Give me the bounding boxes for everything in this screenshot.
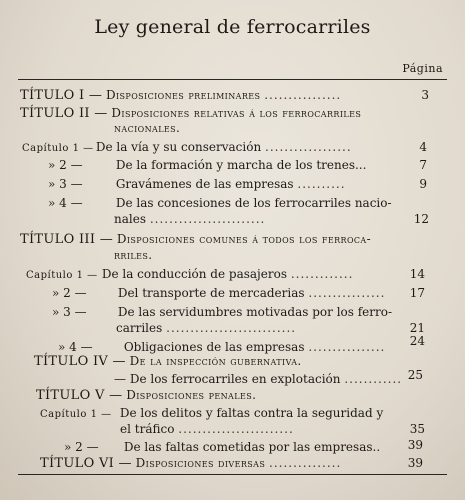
entry-prefix: » 2 — xyxy=(64,440,99,454)
entry-prefix: » 2 — xyxy=(52,286,87,300)
entry-text: De las faltas cometidas por las empresas.. xyxy=(123,440,381,454)
entry-text-continued: el tráfico xyxy=(120,422,175,436)
entry-page-number: 7 xyxy=(419,158,427,172)
toc-entry-capitulo xyxy=(22,140,352,156)
toc-entry-capitulo xyxy=(52,286,385,300)
entry-page-number: 14 xyxy=(409,267,425,281)
toc-entry-titulo-6 xyxy=(40,456,341,471)
entry-text: Disposiciones comunes á todos los ferroca- xyxy=(116,232,372,246)
entry-text: De las servidumbres motivadas por los ferro- xyxy=(117,305,393,319)
entry-text: De la formación y marcha de los trenes... xyxy=(115,158,367,172)
entry-prefix: » 3 — xyxy=(48,177,83,191)
toc-entry-titulo-5 xyxy=(36,388,256,403)
entry-text: Gravámenes de las empresas xyxy=(115,177,294,191)
entry-text: De los delitos y faltas contra la seguridad y xyxy=(119,406,384,420)
entry-prefix: Capítulo 1 — xyxy=(22,143,94,154)
toc-entry-continuation xyxy=(120,422,294,436)
toc-entry-titulo-3 xyxy=(20,232,371,247)
toc-entry-continuation xyxy=(116,321,296,335)
entry-page-number: 39 xyxy=(407,456,423,470)
toc-entry-capitulo xyxy=(48,177,346,191)
entry-page-number: 35 xyxy=(409,422,425,436)
entry-prefix: » 4 — xyxy=(58,340,93,354)
entry-prefix: — xyxy=(114,372,126,386)
entry-text: Disposiciones preliminares xyxy=(105,88,261,102)
toc-entry-continuation xyxy=(114,372,402,386)
toc-entry-continuation xyxy=(114,121,180,135)
entry-page-number: 9 xyxy=(419,177,427,191)
entry-prefix: Capítulo 1 — xyxy=(26,270,98,281)
entry-page-number: 39 xyxy=(407,438,423,452)
toc-entry-capitulo xyxy=(26,267,353,283)
entry-text-continued: carriles xyxy=(116,321,163,335)
entry-prefix: TÍTULO I — xyxy=(20,88,103,103)
entry-prefix: Capítulo 1 — xyxy=(40,409,112,420)
toc-entry-continuation xyxy=(114,212,265,226)
entry-prefix: TÍTULO VI — xyxy=(40,456,132,471)
entry-text: Disposiciones diversas xyxy=(135,456,266,470)
toc-entry-capitulo xyxy=(58,340,385,354)
entry-text-continued: rriles. xyxy=(114,248,153,262)
entry-prefix: TÍTULO IV — xyxy=(34,354,126,369)
toc-entry-titulo-2 xyxy=(20,106,361,121)
entry-prefix: » 3 — xyxy=(52,305,87,319)
document-title: Ley general de ferrocarriles xyxy=(94,16,371,38)
entry-text: De la conducción de pasajeros xyxy=(101,267,287,281)
entry-page-number: 12 xyxy=(413,212,429,226)
entry-text: Obligaciones de las empresas xyxy=(123,340,305,354)
entry-leader: ................ xyxy=(308,340,386,354)
toc-entry-continuation xyxy=(114,248,152,262)
toc-entry-capitulo xyxy=(48,158,366,172)
bottom-rule xyxy=(18,474,447,475)
entry-prefix: TÍTULO III — xyxy=(20,232,113,247)
entry-page-number: 17 xyxy=(409,286,425,300)
entry-leader: ................ xyxy=(308,286,386,300)
entry-text-continued: nales xyxy=(114,212,146,226)
entry-prefix: » 2 — xyxy=(48,158,83,172)
page-column-label: Página xyxy=(402,62,443,75)
entry-page-number: 24 xyxy=(409,334,425,348)
entry-prefix: TÍTULO II — xyxy=(20,106,108,121)
entry-leader: .................. xyxy=(265,140,352,154)
entry-prefix: » 4 — xyxy=(48,196,83,210)
entry-page-number: 21 xyxy=(409,321,425,335)
entry-leader: .......... xyxy=(297,177,346,191)
entry-text: De los ferrocarriles en explotación xyxy=(129,372,341,386)
toc-entry-capitulo xyxy=(64,440,380,454)
entry-text-continued: nacionales. xyxy=(114,121,181,135)
entry-page-number: 25 xyxy=(407,368,423,382)
entry-leader: ............... xyxy=(269,456,342,470)
toc-entry-titulo-1 xyxy=(20,88,341,103)
entry-page-number: 3 xyxy=(421,88,429,102)
entry-leader: ........................ xyxy=(178,422,294,436)
entry-text: De la inspección gubernativa. xyxy=(129,354,302,368)
entry-text: De la vía y su conservación xyxy=(95,140,262,154)
entry-leader: ............. xyxy=(290,267,354,281)
entry-text: De las concesiones de los ferrocarriles nacio- xyxy=(115,196,392,210)
entry-leader: ............ xyxy=(344,372,403,386)
entry-text: Disposiciones relativas á los ferrocarriles xyxy=(111,106,362,120)
toc-entry-capitulo xyxy=(52,305,392,319)
toc-entry-capitulo xyxy=(48,196,392,210)
entry-text: Del transporte de mercaderias xyxy=(117,286,305,300)
entry-leader: ........................ xyxy=(149,212,266,226)
entry-prefix: TÍTULO V — xyxy=(36,388,123,403)
toc-entry-titulo-4 xyxy=(34,354,302,369)
entry-leader: ................ xyxy=(264,88,342,102)
toc-entry-capitulo xyxy=(40,406,383,422)
entry-page-number: 4 xyxy=(419,140,427,154)
entry-leader: ........................... xyxy=(166,321,297,335)
entry-text: Disposiciones penales. xyxy=(126,388,257,402)
